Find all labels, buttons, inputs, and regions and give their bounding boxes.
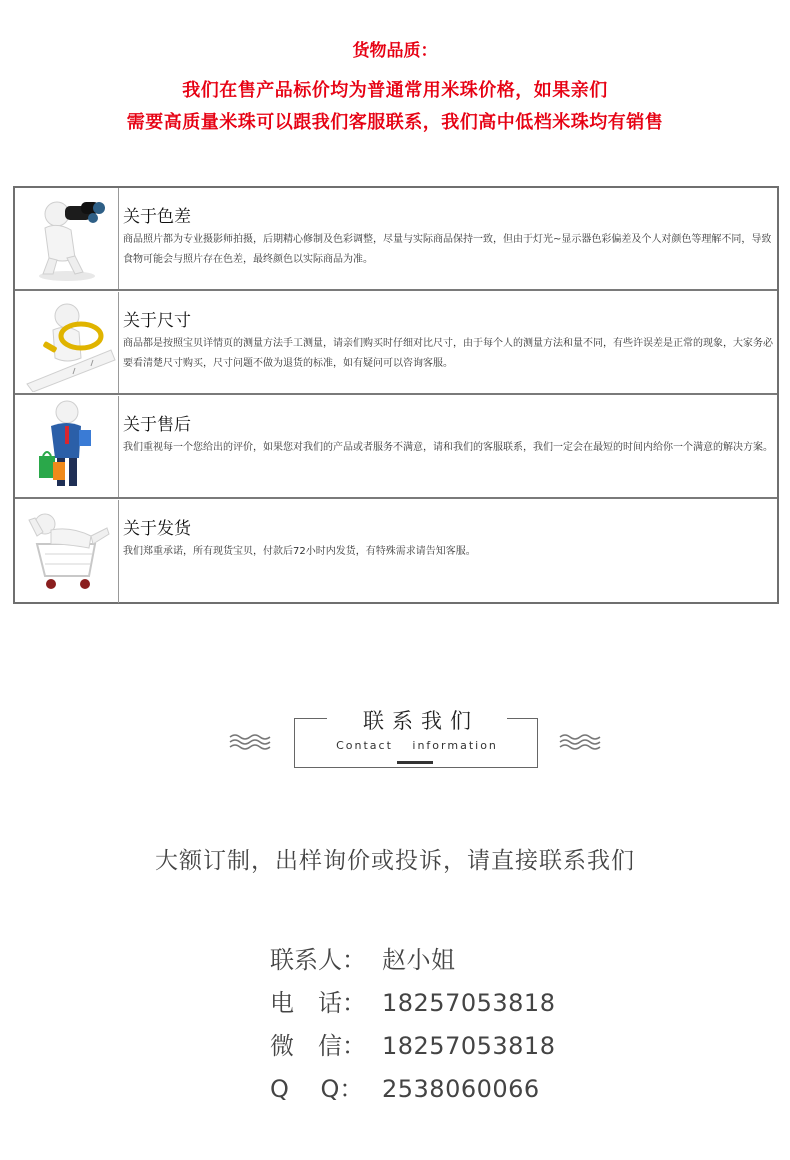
binoculars-person-icon bbox=[15, 188, 119, 289]
contact-list bbox=[270, 940, 630, 1112]
info-row-aftersale bbox=[15, 396, 777, 499]
info-row-shipping bbox=[15, 500, 777, 603]
contact-phone bbox=[270, 983, 630, 1026]
wave-left-icon bbox=[228, 733, 274, 751]
info-desc-size: 商品都是按照宝贝详情页的测量方法手工测量，请亲们购买时仔细对比尺寸，由于每个人的测量方法和量不同，有些许误差是正常的现象，大家务必要看清楚尺寸购买，尺寸问题不做为退货的标准，如有疑问可以咨询客服。 bbox=[123, 338, 773, 369]
info-text-aftersale bbox=[123, 396, 775, 497]
contact-phone-value: 18257053818 bbox=[382, 989, 556, 1017]
info-row-size bbox=[15, 292, 777, 395]
shopping-bags-person-icon bbox=[15, 396, 119, 497]
contact-phone-label: 电 话： bbox=[270, 989, 366, 1017]
contact-person-value: 赵小姐 bbox=[382, 946, 456, 974]
contact-heading bbox=[294, 709, 538, 768]
info-title-shipping: 关于发货 bbox=[123, 519, 191, 539]
contact-person bbox=[270, 940, 630, 983]
contact-qq bbox=[270, 1069, 630, 1112]
contact-wechat-value: 18257053818 bbox=[382, 1032, 556, 1060]
info-title-color: 关于色差 bbox=[123, 207, 191, 227]
info-table bbox=[13, 186, 779, 604]
quality-line-1: 我们在售产品标价均为普通常用米珠价格，如果亲们 bbox=[182, 80, 608, 101]
magnifier-ruler-person-icon bbox=[15, 292, 119, 393]
info-desc-shipping: 我们郑重承诺，所有现货宝贝，付款后72小时内发货，有特殊需求请告知客服。 bbox=[123, 546, 476, 557]
info-row-color bbox=[15, 188, 777, 291]
contact-qq-label: Q Q： bbox=[270, 1075, 364, 1103]
info-text-shipping bbox=[123, 500, 775, 603]
info-text-color bbox=[123, 188, 775, 289]
contact-heading-en: Contact information bbox=[336, 739, 498, 752]
info-title-size: 关于尺寸 bbox=[123, 311, 191, 331]
contact-qq-value: 2538060066 bbox=[382, 1075, 540, 1103]
contact-wechat bbox=[270, 1026, 630, 1069]
contact-person-label: 联系人： bbox=[270, 946, 366, 974]
contact-heading-cn: 联系我们 bbox=[327, 705, 507, 735]
contact-wechat-label: 微 信： bbox=[270, 1032, 366, 1060]
heading-underline bbox=[397, 761, 433, 764]
shopping-cart-person-icon bbox=[15, 500, 119, 603]
info-desc-aftersale: 我们重视每一个您给出的评价，如果您对我们的产品或者服务不满意，请和我们的客服联系，我们一定会在最短的时间内给你一个满意的解决方案。 bbox=[123, 442, 773, 453]
info-text-size bbox=[123, 292, 775, 393]
info-title-aftersale: 关于售后 bbox=[123, 415, 191, 435]
info-desc-color: 商品照片都为专业摄影师拍摄，后期精心修制及色彩调整，尽量与实际商品保持一致，但由于灯光~显示器色彩偏差及个人对颜色等理解不同，导致食物可能会与照片存在色差，最终颜色以实际商品为准。 bbox=[123, 234, 772, 265]
quality-line-2: 需要高质量米珠可以跟我们客服联系，我们高中低档米珠均有销售 bbox=[126, 112, 664, 133]
quality-title: 货物品质： bbox=[352, 41, 438, 61]
order-inquiry-text: 大额订制，出样询价或投诉，请直接联系我们 bbox=[155, 848, 635, 874]
wave-right-icon bbox=[558, 733, 604, 751]
